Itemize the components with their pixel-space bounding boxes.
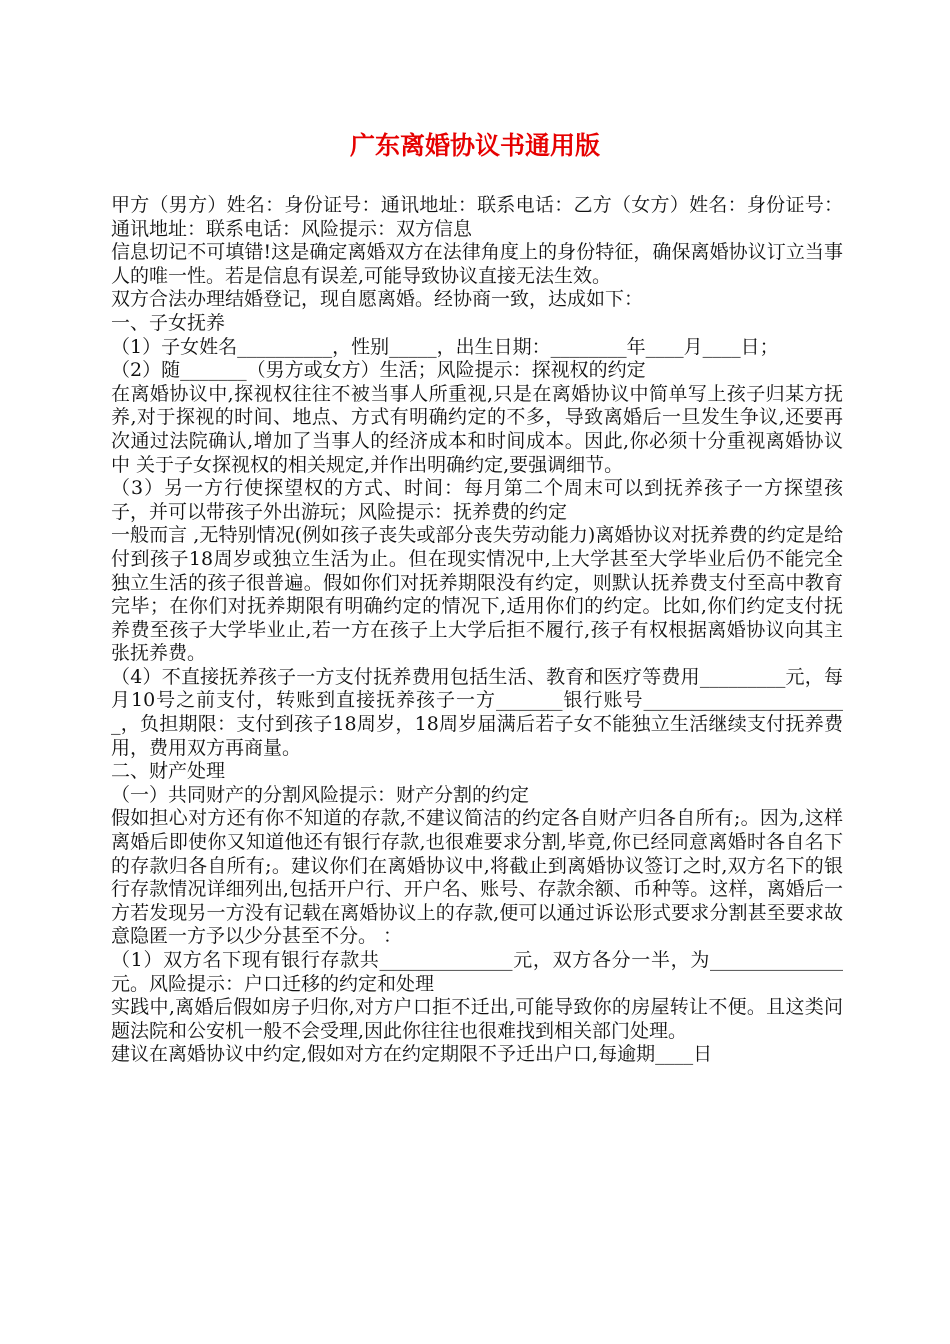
- clause-visitation: （3）另一方行使探望权的方式、时间：每月第二个周末可以到抚养孩子一方探望孩子，并可以带孩子外出游玩；风险提示：抚养费的约定: [111, 477, 843, 523]
- subsection-heading-joint-property: （一）共同财产的分割风险提示：财产分割的约定: [111, 783, 530, 806]
- clause-child-details: （1）子女姓名__________，性别_____，出生日期：________年____月____日；: [111, 335, 779, 358]
- clause-bank-deposits: （1）双方名下现有银行存款共______________元，双方各分一半，为______________元。风险提示：户口迁移的约定和处理: [111, 949, 843, 995]
- document-title: 广东离婚协议书通用版: [349, 131, 600, 160]
- paragraph-consensus: 双方合法办理结婚登记，现自愿离婚。经协商一致，达成如下：: [111, 288, 644, 311]
- clause-living-arrangement: （2）随_______（男方或女方）生活；风险提示：探视权的约定: [111, 359, 646, 382]
- paragraph-info-warning: 信息切记不可填错!这是确定离婚双方在法律角度上的身份特征，确保离婚协议订立当事人的唯一性。若是信息有误差,可能导致协议直接无法生效。: [111, 241, 843, 287]
- document-body: [111, 194, 843, 1067]
- section-heading-child-custody: 一、子女抚养: [111, 311, 226, 334]
- paragraph-property-note: 假如担心对方还有你不知道的存款,不建议简洁的约定各自财产归各自所有;。因为,这样离婚后即使你又知道他还有银行存款,也很难要求分割,毕竟,你已经同意离婚时各自名下的存款归各自所有;。建议你们在离婚协议中,将截止到离婚协议签订之时,双方名下的银行存款情况详细列出,包括开户行、开户名、账号、存款余额、币种等。这样，离婚后一方若发现另一方没有记载在离婚协议上的存款,便可以通过诉讼形式要求分割甚至要求故意隐匿一方予以少分甚至不分。 ：: [111, 807, 843, 948]
- paragraph-household-note: 实践中,离婚后假如房子归你,对方户口拒不迁出,可能导致你的房屋转让不便。且这类问题法院和公安机一般不会受理,因此你往往也很难找到相关部门处理。: [111, 996, 843, 1042]
- paragraph-party-info: 甲方（男方）姓名：身份证号：通讯地址：联系电话：乙方（女方）姓名：身份证号：通讯地址：联系电话：风险提示：双方信息: [111, 194, 843, 240]
- paragraph-household-suggestion: 建议在离婚协议中约定,假如对方在约定期限不予迁出户口,每逾期____日: [111, 1043, 713, 1066]
- paragraph-visitation-note: 在离婚协议中,探视权往往不被当事人所重视,只是在离婚协议中简单写上孩子归某方抚养,对于探视的时间、地点、方式有明确约定的不多，导致离婚后一旦发生争议,还要再次通过法院确认,增加了当事人的经济成本和时间成本。因此,你必须十分重视离婚协议中 关于子女探视权的相关规定,并作出明确约定,要强调细节。: [111, 382, 843, 476]
- section-heading-property: 二、财产处理: [111, 760, 226, 783]
- paragraph-support-note: 一般而言 ,无特别情况(例如孩子丧失或部分丧失劳动能力)离婚协议对抚养费的约定是给付到孩子18周岁或独立生活为止。但在现实情况中,上大学甚至大学毕业后仍不能完全独立生活的孩子很普遍。假如你们对抚养期限没有约定，则默认抚养费支付至高中教育完毕；在你们对抚养期限有明确约定的情况下,适用你们的约定。比如,你们约定支付抚养费至孩子大学毕业止,若一方在孩子上大学后拒不履行,孩子有权根据离婚协议向其主张抚养费。: [111, 524, 843, 665]
- clause-child-support: （4）不直接抚养孩子一方支付抚养费用包括生活、教育和医疗等费用_________元，每月10号之前支付，转账到直接抚养孩子一方_______银行账号______________________，负担期限：支付到孩子18周岁，18周岁届满后若子女不能独立生活继续支付抚养费用，费用双方再商量。: [111, 665, 843, 759]
